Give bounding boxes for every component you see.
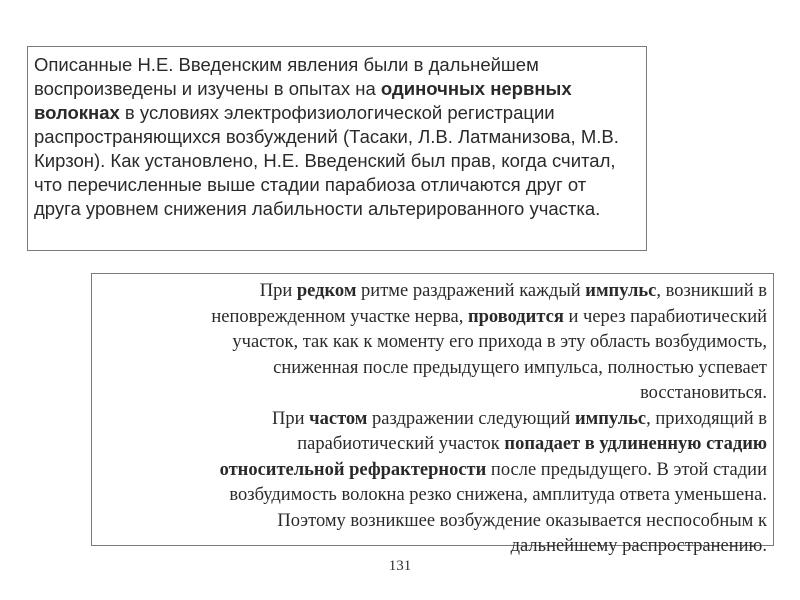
text-line: неповрежденном участке нерва, проводится и через парабиотический [211,306,767,327]
bold-term-frequent: частом [309,408,368,429]
bold-term-extended-phase: попадает в удлиненную стадию [504,434,767,454]
text-line: парабиотический участок попадает в удлиненную стадию [297,434,767,454]
bold-term-rare: редком [296,281,357,301]
bold-term-single-fibers: одиночных нервных волокнах [34,78,572,123]
bold-term-relative-refractoriness: относительной рефрактерности [219,459,487,480]
bold-term-conducted: проводится [467,306,564,327]
text-line: При редком ритме раздражений каждый импульс, возникший в [259,281,767,301]
text-box-bottom [91,273,774,556]
bold-term-impulse: импульс [585,281,657,301]
text-line: относительной рефрактерности после предыдущего. В этой стадии [219,459,767,480]
text-run: в условиях электрофизиологической регистрации распространяющихся возбуждений (Тасаки, Л.В. Латманизова, М.В. Кирзон). Как установлено, Н.Е. Введенский был прав, когда считал, что перечисленные выше стадии парабиоза отличаются друг от друга уровнем снижения лабильности альтерированного участка. [34,102,619,219]
text-line: возбудимость волокна резко снижена, амплитуда ответа уменьшена. [229,485,767,505]
paragraph-frequent-rhythm [98,407,767,560]
paragraph-rare-rhythm [98,279,767,407]
text-line: При частом раздражении следующий импульс, приходящий в [272,408,767,429]
text-line: дальнейшему распространению. [510,536,767,556]
text-box-top [27,46,647,251]
text-line: участок, так как к моменту его прихода в эту область возбудимость, [232,332,767,352]
text-run: Описанные Н.Е. Введенским явления были в дальнейшем воспроизведены и изучены в опытах на [34,54,539,99]
text-line: восстановиться. [640,383,767,403]
page-number: 131 [388,558,412,574]
text-line: Поэтому возникшее возбуждение оказывается неспособным к [277,510,767,531]
bold-term-impulse: импульс [575,408,647,429]
paragraph-vvedensky [34,53,638,221]
text-line: сниженная после предыдущего импульса, полностью успевает [273,357,767,378]
